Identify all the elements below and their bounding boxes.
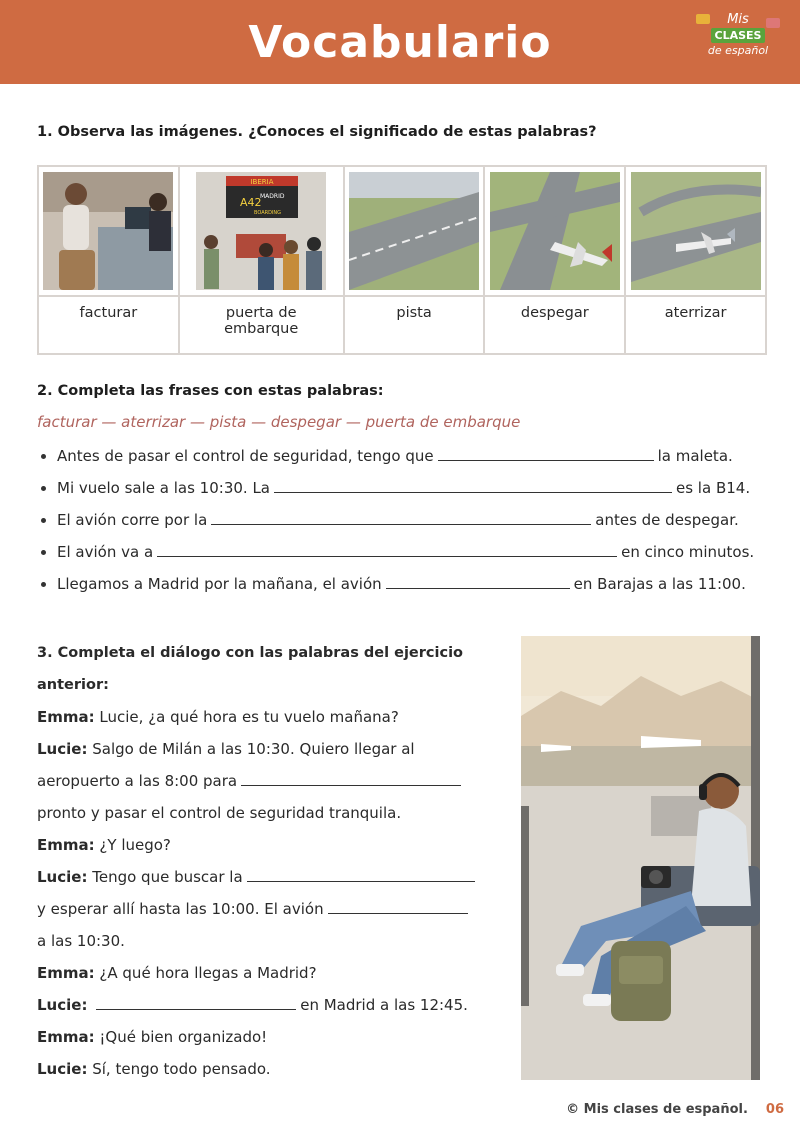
page-number: 06 [765,1102,784,1117]
answer-blank[interactable] [386,574,570,589]
dialogue-line [37,960,507,992]
vocab-word: pista [344,296,485,354]
dialogue-text: ¡Qué bien organizado! [99,1028,268,1046]
dialogue-text: Tengo que buscar la [92,868,243,886]
check-in-image [43,172,173,290]
gate-sign-city: MADRID [260,193,285,200]
sentence-text: en cinco minutos. [621,543,755,561]
list-item [37,475,754,507]
exercise3-title-cont: anterior: [37,677,109,693]
sentence-text: El avión corre por la [57,511,208,529]
vocabulary-table [37,165,767,355]
answer-blank[interactable] [247,867,475,882]
list-item [37,507,754,539]
dialogue-line [37,768,507,800]
dialogue-text: y esperar allí hasta las 10:00. El avión [37,900,324,918]
vocab-word: facturar [38,296,179,354]
list-item [37,571,754,603]
dialogue-line [37,992,507,1024]
dialogue-text: aeropuerto a las 8:00 para [37,772,238,790]
dialogue-text: a las 10:30. [37,932,125,950]
sentence-list [37,443,754,603]
gate-sign-status: BOARDING [254,210,282,216]
answer-blank[interactable] [211,510,591,525]
logo-text-clases: CLASES [711,28,766,43]
dialogue-line [37,1024,507,1056]
dialogue-line [37,896,507,928]
exercise1-title: 1. Observa las imágenes. ¿Conoces el significado de estas palabras? [37,124,597,140]
page-title: Vocabulario [248,16,552,68]
vocab-word: despegar [484,296,625,354]
dialogue-text: Lucie, ¿a qué hora es tu vuelo mañana? [99,708,399,726]
answer-blank[interactable] [157,542,617,557]
sentence-text: Antes de pasar el control de seguridad, tengo que [57,447,434,465]
exercise3-title: 3. Completa el diálogo con las palabras del ejercicio [37,645,464,661]
flag-icon [696,14,710,24]
brand-logo [696,12,780,72]
dialogue-text: ¿A qué hora llegas a Madrid? [99,964,317,982]
sentence-text: la maleta. [657,447,733,465]
answer-blank[interactable] [241,771,461,786]
gate-sign-brand: IBERIA [250,178,274,186]
header-banner [0,0,800,84]
answer-blank[interactable] [96,995,296,1010]
sentence-text: Mi vuelo sale a las 10:30. La [57,479,270,497]
speaker-label: Emma: [37,964,95,982]
page-footer [566,1102,784,1117]
dialogue-line [37,736,507,768]
dialogue-line [37,864,507,896]
sentence-text: es la B14. [676,479,751,497]
speaker-label: Emma: [37,1028,95,1046]
dialogue-text: Sí, tengo todo pensado. [92,1060,271,1078]
gate-sign-gate: A42 [240,196,262,209]
list-item [37,443,754,475]
dialogue-line [37,704,507,736]
landing-image [631,172,761,290]
vocab-image-cell [179,166,344,296]
sentence-text: Llegamos a Madrid por la mañana, el avión [57,575,382,593]
list-item [37,539,754,571]
sentence-text: El avión va a [57,543,154,561]
dialogue-exercise [37,640,507,1088]
dialogue-line [37,800,507,832]
boarding-gate-image [196,172,326,290]
dialogue-text: ¿Y luego? [99,836,171,854]
sentence-text: en Barajas a las 11:00. [573,575,746,593]
airport-traveler-illustration [521,636,760,1080]
vocab-image-cell [38,166,179,296]
speaker-label: Lucie: [37,740,88,758]
vocab-word: puerta de embarque [179,296,344,354]
speaker-label: Emma: [37,836,95,854]
answer-blank[interactable] [274,478,672,493]
dialogue-line [37,1056,507,1088]
answer-blank[interactable] [438,446,654,461]
vocab-image-cell [484,166,625,296]
dialogue-line [37,928,507,960]
runway-image [349,172,479,290]
copyright-text: © Mis clases de español. [566,1102,748,1117]
word-bank: facturar — aterrizar — pista — despegar — puerta de embarque [37,413,521,431]
speaker-label: Lucie: [37,868,88,886]
exercise2-title: 2. Completa las frases con estas palabras: [37,383,384,399]
vocab-image-cell [625,166,766,296]
logo-text-espanol: de español [707,44,769,57]
dialogue-line [37,832,507,864]
vocab-image-cell [344,166,485,296]
takeoff-image [490,172,620,290]
flag-icon [766,18,780,28]
speaker-label: Emma: [37,708,95,726]
dialogue-text: en Madrid a las 12:45. [300,996,468,1014]
speaker-label: Lucie: [37,1060,88,1078]
dialogue-text: pronto y pasar el control de seguridad tranquila. [37,804,402,822]
vocab-word: aterrizar [625,296,766,354]
speaker-label: Lucie: [37,996,88,1014]
sentence-text: antes de despegar. [595,511,739,529]
dialogue-text: Salgo de Milán a las 10:30. Quiero llegar al [92,740,415,758]
answer-blank[interactable] [328,899,468,914]
logo-text-mis: Mis [727,12,749,27]
